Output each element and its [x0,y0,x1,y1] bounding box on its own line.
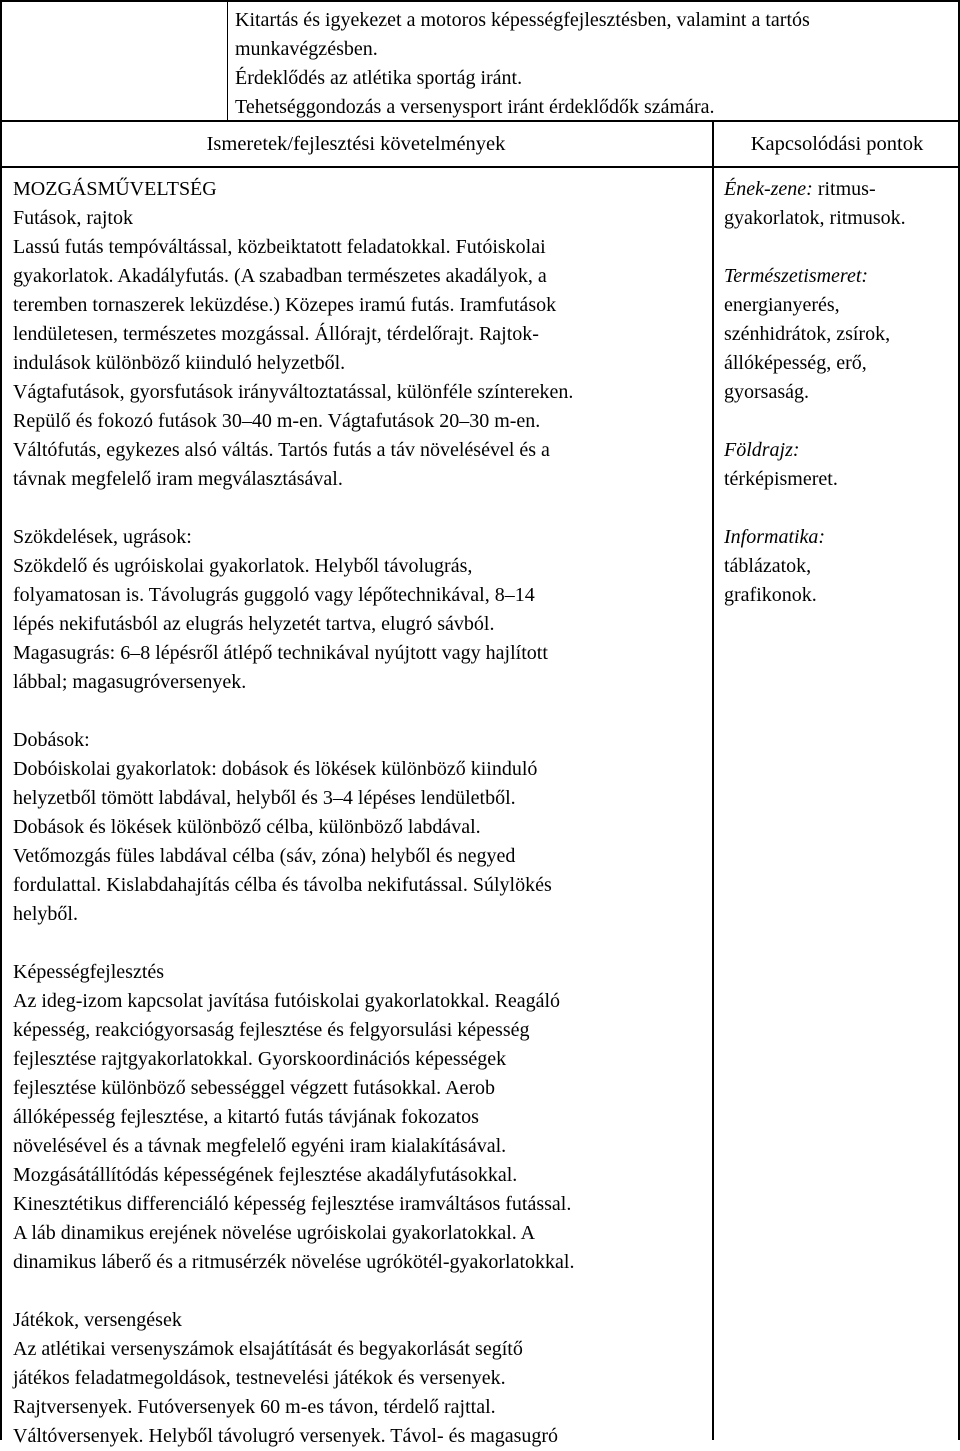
section-gap [13,929,713,958]
row-divider-header [0,166,960,168]
section-gap [724,407,956,436]
text-line: lépés nekifutásból az elugrás helyzetét tartva, elugró sávból. [13,613,495,635]
column-header-requirements: Ismeretek/fejlesztési követelmények [206,133,506,155]
section-gap [13,494,713,523]
connection-text: energianyerés, [724,294,840,316]
goal-line: Tehetséggondozás a versenysport iránt érdeklődők számára. [235,96,715,118]
text-line: indulások különböző kiinduló helyzetből. [13,352,346,374]
text-line: állóképesség fejlesztése, a kitartó futás távjának fokozatos [13,1106,479,1128]
text-line: dinamikus láberő és a ritmusérzék növelése ugrókötél-gyakorlatokkal. [13,1251,575,1273]
text-line: Dobóiskolai gyakorlatok: dobások és lökések különböző kiinduló [13,758,538,780]
text-line: Magasugrás: 6‒8 lépésről átlépő technikával nyújtott vagy hajlított [13,642,548,664]
text-line: Mozgásátállítódás képességének fejlesztése akadályfutásokkal. [13,1164,518,1186]
text-line: helyből. [13,903,78,925]
connections-content [724,175,956,610]
text-line: Szökdelő és ugróiskolai gyakorlatok. Helyből távolugrás, [13,555,473,577]
text-line: Vágtafutások, gyorsfutások irányváltoztatással, különféle színtereken. [13,381,574,403]
text-line: A láb dinamikus erejének növelése ugróiskolai gyakorlatokkal. A [13,1222,536,1244]
text-line: lendületesen, természetes mozgással. Állórajt, térdelőrajt. Rajtok- [13,323,539,345]
section-skill-development [13,958,713,1277]
connection-text: térképismeret. [724,468,838,490]
table-border-top [0,0,960,2]
connection-music [724,175,956,233]
text-line: növelésével és a távnak megfelelő egyéni iram kialakításával. [13,1135,507,1157]
text-line: Kinesztétikus differenciáló képesség fejlesztése iramváltásos futással. [13,1193,572,1215]
goal-line: Érdeklődés az atlétika sportág iránt. [235,67,523,89]
connection-informatics [724,523,956,610]
connection-science [724,262,956,407]
section-running [13,175,713,494]
goal-line: munkavégzésben. [235,38,378,60]
connection-text: grafikonok. [724,584,817,606]
text-line: MOZGÁSMŰVELTSÉG [13,178,217,200]
text-line: képesség, reakciógyorsaság fejlesztése és felgyorsulási képesség [13,1019,530,1041]
text-line: Futások, rajtok [13,207,133,229]
text-line: lábbal; magasugróversenyek. [13,671,247,693]
section-games [13,1306,713,1451]
connection-text: állóképesség, erő, [724,352,867,374]
text-line: helyzetből tömött labdával, helyből és 3‒4 lépéses lendületből. [13,787,516,809]
connection-subject: Természetismeret: [724,265,869,287]
table-border-left [0,0,2,1440]
section-gap [13,1277,713,1306]
text-line: Váltóversenyek. Helyből távolugró versenyek. Távol- és magasugró [13,1425,559,1447]
text-line: Szökdelések, ugrások: [13,526,192,548]
connection-geography [724,436,956,494]
section-throwing [13,726,713,929]
requirements-content [13,175,713,1451]
text-line: Rajtversenyek. Futóversenyek 60 m-es távon, térdelő rajttal. [13,1396,496,1418]
text-line: Dobások és lökések különböző célba, különböző labdával. [13,816,481,838]
text-line: Vetőmozgás füles labdával célba (sáv, zóna) helyből és negyed [13,845,516,867]
goals-text [235,6,957,122]
section-gap [724,233,956,262]
connection-text: ritmus- [812,178,876,200]
text-line: fejlesztése rajtgyakorlatokkal. Gyorskoordinációs képességek [13,1048,507,1070]
connection-subject: Földrajz: [724,439,800,461]
column-header-connections: Kapcsolódási pontok [750,133,924,155]
connection-subject: Ének-zene: [724,178,813,200]
text-line: Játékok, versengések [13,1309,182,1331]
text-line: Lassú futás tempóváltással, közbeiktatott feladatokkal. Futóiskolai [13,236,546,258]
text-line: Képességfejlesztés [13,961,165,983]
section-gap [724,494,956,523]
text-line: játékos feladatmegoldások, testnevelési játékok és versenyek. [13,1367,506,1389]
connection-text: szénhidrátok, zsírok, [724,323,891,345]
text-line: Dobások: [13,729,90,751]
text-line: fordulattal. Kislabdahajítás célba és távolba nekifutással. Súlylökés [13,874,552,896]
connection-subject: Informatika: [724,526,826,548]
text-line: Repülő és fokozó futások 30‒40 m-en. Vágtafutások 20‒30 m-en. [13,410,541,432]
text-line: Váltófutás, egykezes alsó váltás. Tartós futás a táv növelésével és a [13,439,550,461]
connection-text: gyorsaság. [724,381,809,403]
text-line: távnak megfelelő iram megválasztásával. [13,468,343,490]
text-line: Az ideg-izom kapcsolat javítása futóiskolai gyakorlatokkal. Reagáló [13,990,561,1012]
section-jumping [13,523,713,697]
text-line: folyamatosan is. Távolugrás guggoló vagy lépőtechnikával, 8‒14 [13,584,535,606]
connection-text: gyakorlatok, ritmusok. [724,207,906,229]
connection-text: táblázatok, [724,555,812,577]
text-line: Az atlétikai versenyszámok elsajátítását és begyakorlását segítő [13,1338,523,1360]
section-gap [13,697,713,726]
text-line: gyakorlatok. Akadályfutás. (A szabadban természetes akadályok, a [13,265,547,287]
goal-cell-divider [227,0,228,121]
text-line: fejlesztése különböző sebességgel végzett futásokkal. Aerob [13,1077,496,1099]
text-line: teremben tornaszerek leküzdése.) Közepes iramú futás. Iramfutások [13,294,557,316]
goal-line: Kitartás és igyekezet a motoros képességfejlesztésben, valamint a tartós [235,9,810,31]
